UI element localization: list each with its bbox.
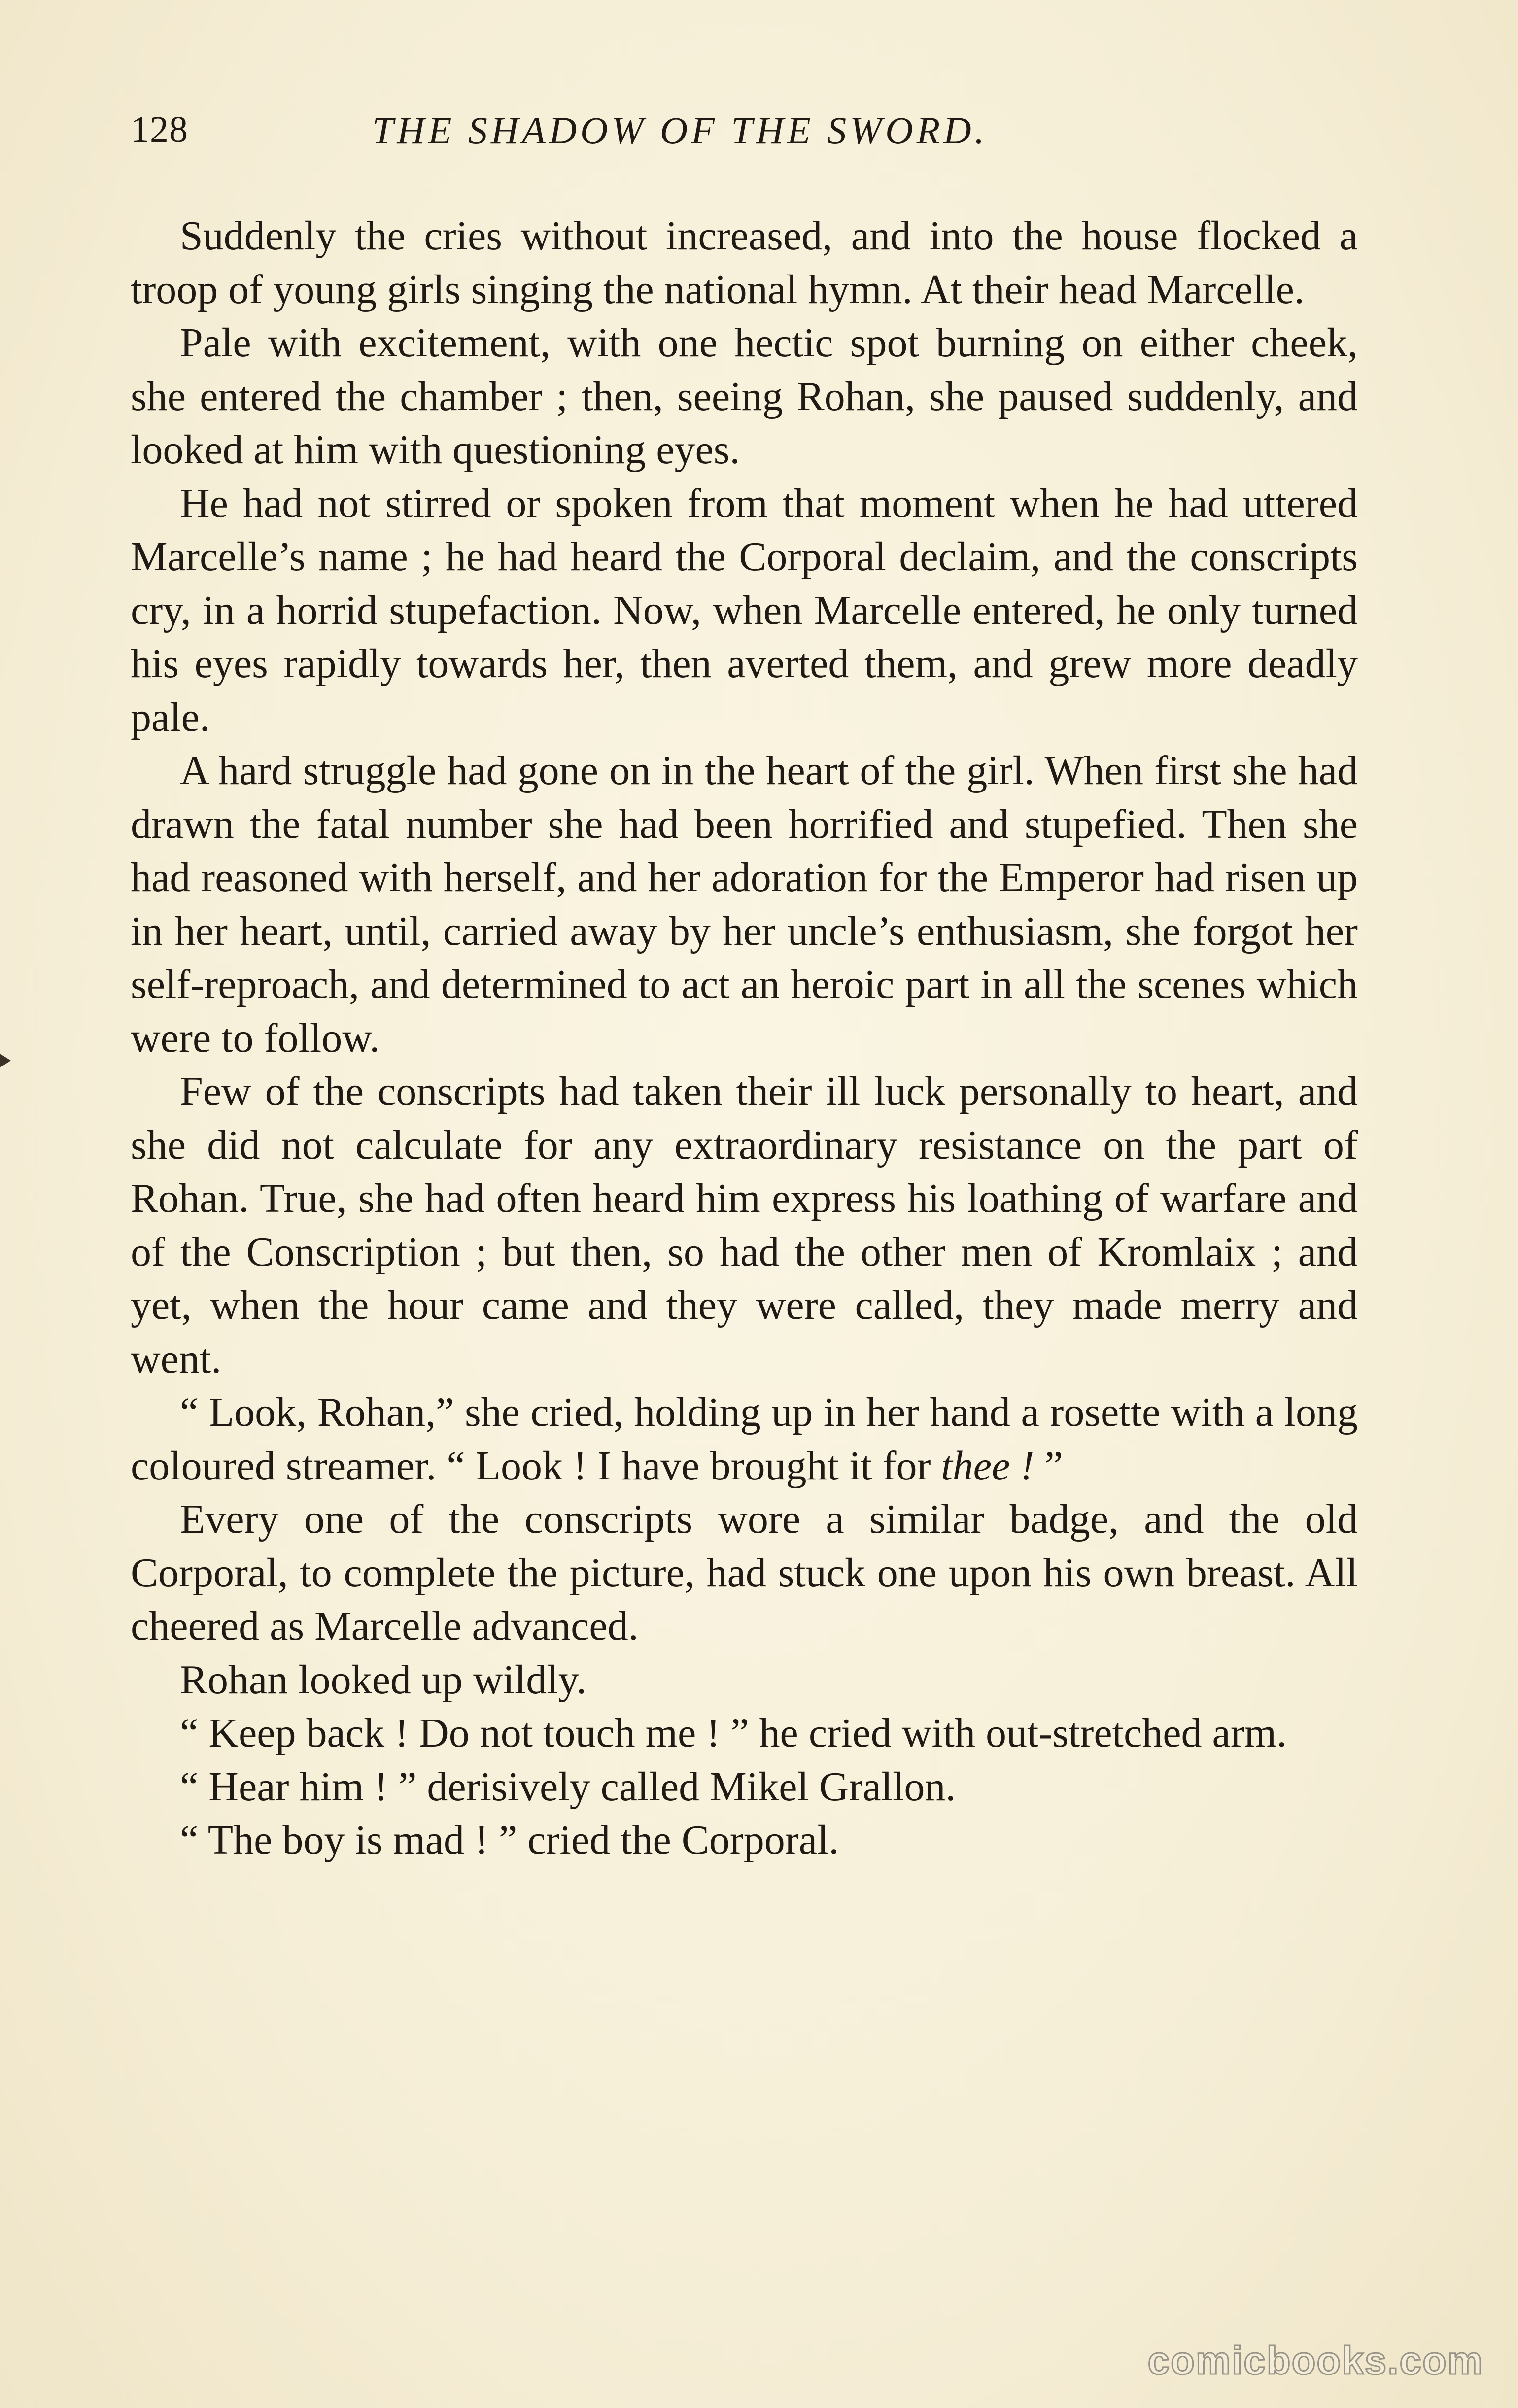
watermark: comicbooks.com [1147,2339,1484,2382]
running-title: THE SHADOW OF THE SWORD. [372,109,988,152]
paragraph: Few of the conscripts had taken their ill luck personally to heart, and she did not calculate for any extraordinary resistance on the part of Rohan. True, she had often heard him express his loathing of warfare and of the Conscription ; but then, so had the other men of Kromlaix ; and yet, when the hour came and they were called, they made merry and went. [131,1068,1358,1382]
paragraph [131,1386,1358,1493]
paragraph: Rohan looked up wildly. [180,1656,587,1703]
page-number: 128 [131,109,188,150]
paragraph: “ The boy is mad ! ” cried the Corporal. [180,1817,839,1863]
paragraph: He had not stirred or spoken from that moment when he had uttered Marcelle’s name ; he had heard the Corporal declaim, and the conscripts cry, in a horrid stupefaction. Now, when Marcelle entered, he only turned his eyes rapidly towards her, then averted them, and grew more deadly pale. [131,480,1358,740]
paragraph: Every one of the conscripts wore a similar badge, and the old Corporal, to complete the picture, had stuck one upon his own breast. All cheered as Marcelle advanced. [131,1496,1358,1649]
paragraph: Pale with excitement, with one hectic spot burning on either cheek, she entered the chamber ; then, seeing Rohan, she paused suddenly, and looked at him with questioning eyes. [131,320,1358,473]
margin-mark [0,1054,11,1067]
paragraph: Suddenly the cries without increased, and into the house flocked a troop of young girls singing the national hymn. At their head Marcelle. [131,213,1358,312]
paragraph: A hard struggle had gone on in the heart of the girl. When first she had drawn the fatal number she had been horrified and stupefied. Then she had reasoned with herself, and her adoration for the Emperor had risen up in her heart, until, carried away by her uncle’s enthusiasm, she forgot her self-reproach, and determined to act an heroic part in all the scenes which were to follow. [131,748,1358,1061]
paragraph-text: ” [1034,1443,1063,1489]
paragraph: “ Keep back ! Do not touch me ! ” he cried with out-stretched arm. [180,1710,1287,1756]
page-header [131,108,1358,163]
body-text [131,209,1358,1867]
paragraph: “ Hear him ! ” derisively called Mikel Grallon. [180,1763,956,1810]
paragraph-text: “ Look, Rohan,” she cried, holding up in her hand a rosette with a long coloured streamer. “ Look ! I have brought it for [131,1389,1358,1489]
emphasis-text: thee ! [941,1443,1035,1489]
